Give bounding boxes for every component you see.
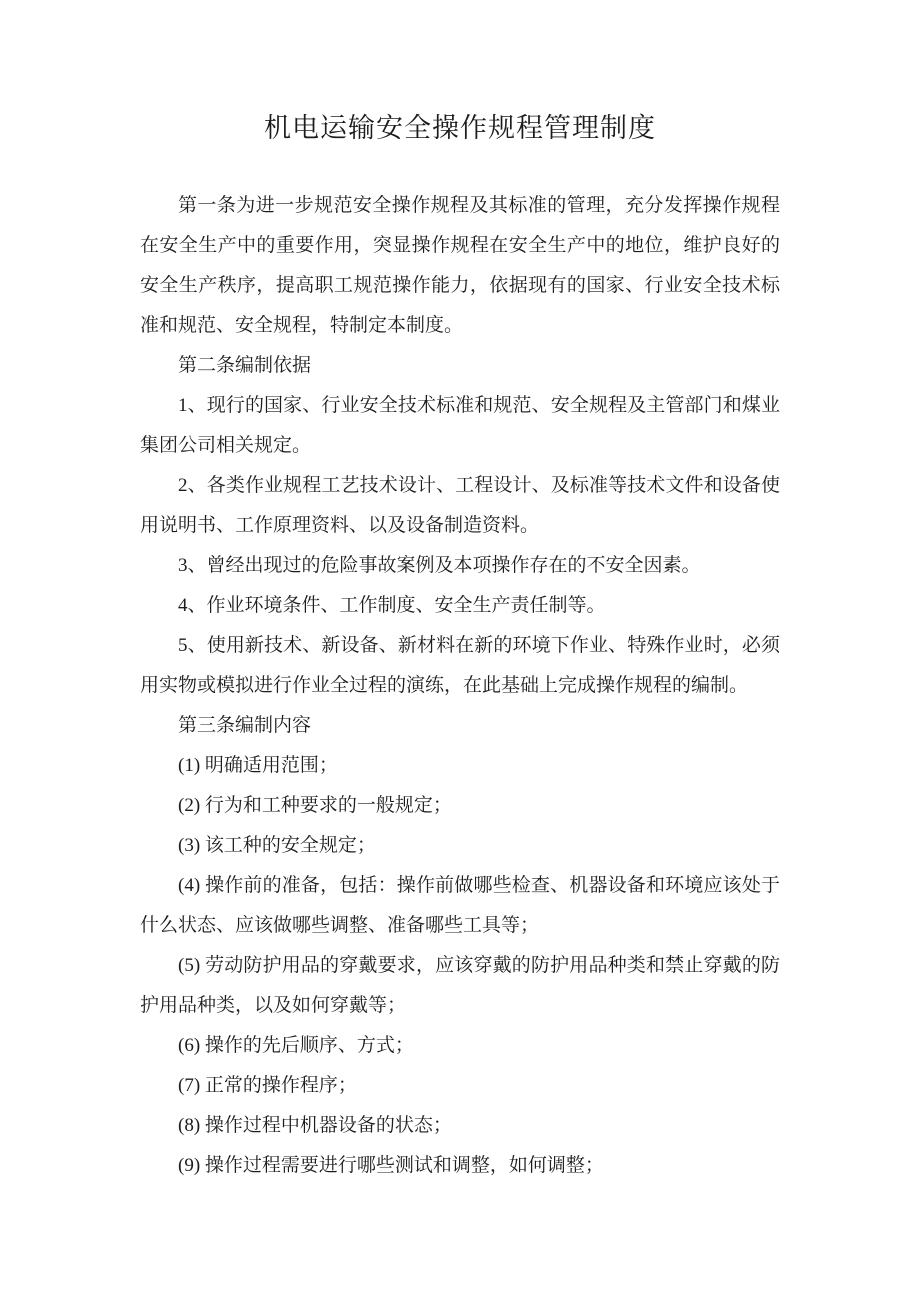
paragraph-content-item-5: (5) 劳动防护用品的穿戴要求，应该穿戴的防护用品种类和禁止穿戴的防护用品种类，以及如何穿戴等； <box>140 955 780 1016</box>
paragraph-basis-item-4: 4、作业环境条件、工作制度、安全生产责任制等。 <box>178 595 606 616</box>
paragraph-content-item-2: (2) 行为和工种要求的一般规定； <box>178 795 452 816</box>
paragraph-basis-item-5: 5、使用新技术、新设备、新材料在新的环境下作业、特殊作业时，必须用实物或模拟进行作业全过程的演练，在此基础上完成操作规程的编制。 <box>140 635 780 696</box>
paragraph-basis-item-3: 3、曾经出现过的危险事故案例及本项操作存在的不安全因素。 <box>178 555 701 576</box>
paragraph-content-item-7: (7) 正常的操作程序； <box>178 1075 357 1096</box>
paragraph-article-2-heading: 第二条编制依据 <box>178 355 312 376</box>
paragraph-article-1: 第一条为进一步规范安全操作规程及其标准的管理，充分发挥操作规程在安全生产中的重要作用，突显操作规程在安全生产中的地位，维护良好的安全生产秩序，提高职工规范操作能力，依据现有的国家、行业安全技术标准和规范、安全规程，特制定本制度。 <box>140 195 780 336</box>
paragraph-content-item-9: (9) 操作过程需要进行哪些测试和调整，如何调整； <box>178 1155 604 1176</box>
document-body <box>140 186 780 1186</box>
paragraph-basis-item-1: 1、现行的国家、行业安全技术标准和规范、安全规程及主管部门和煤业集团公司相关规定。 <box>140 395 780 456</box>
paragraph-content-item-1: (1) 明确适用范围； <box>178 755 338 776</box>
paragraph-article-3-heading: 第三条编制内容 <box>178 715 312 736</box>
paragraph-content-item-4: (4) 操作前的准备，包括：操作前做哪些检查、机器设备和环境应该处于什么状态、应该做哪些调整、准备哪些工具等； <box>140 875 780 936</box>
paragraph-content-item-3: (3) 该工种的安全规定； <box>178 835 376 856</box>
paragraph-content-item-6: (6) 操作的先后顺序、方式； <box>178 1035 414 1056</box>
document-title: 机电运输安全操作规程管理制度 <box>264 113 656 143</box>
paragraph-content-item-8: (8) 操作过程中机器设备的状态； <box>178 1115 452 1136</box>
paragraph-basis-item-2: 2、各类作业规程工艺技术设计、工程设计、及标准等技术文件和设备使用说明书、工作原理资料、以及设备制造资料。 <box>140 475 780 536</box>
